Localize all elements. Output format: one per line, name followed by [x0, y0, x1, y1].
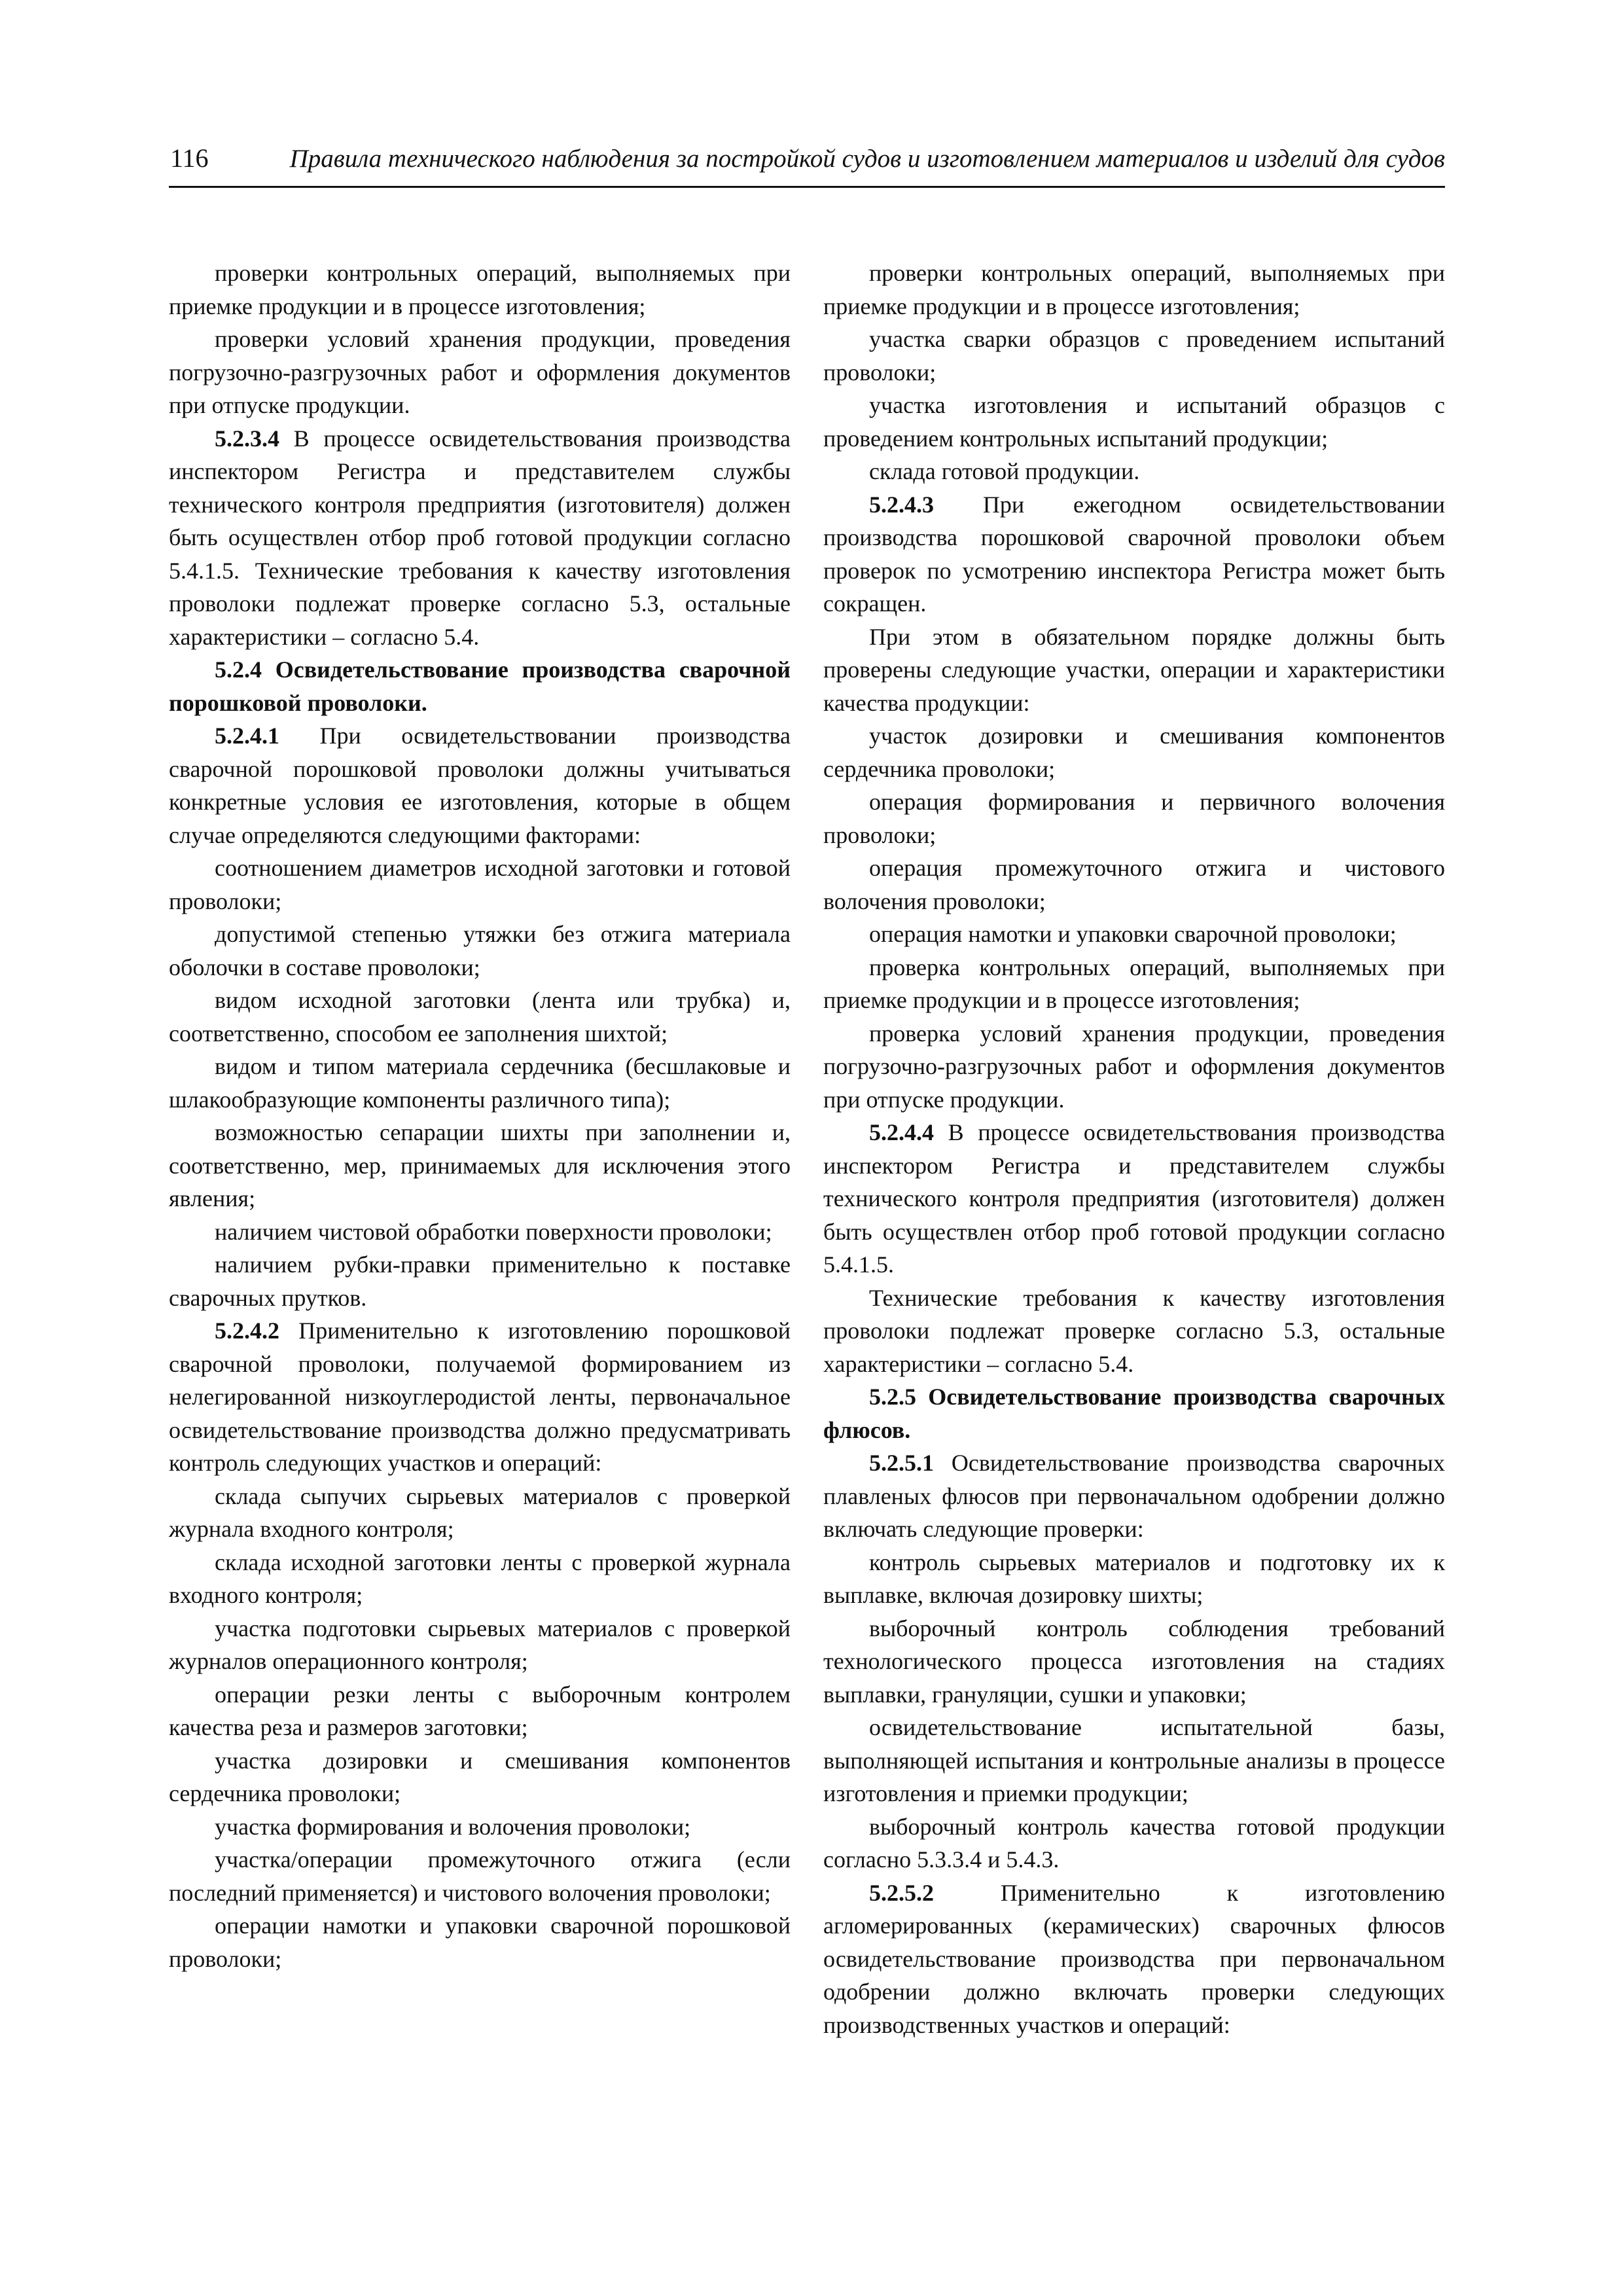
paragraph-text: склада исходной заготовки ленты с проверкой журнала входного контроля; — [169, 1549, 791, 1608]
running-title: Правила технического наблюдения за постройкой судов и изготовлением материалов и изделий для судов — [289, 145, 1445, 173]
paragraph — [823, 1282, 1445, 1381]
paragraph — [169, 1050, 791, 1116]
section-heading — [169, 653, 791, 719]
paragraph-text: проверки контрольных операций, выполняемых при приемке продукции и в процессе изготовления; — [169, 260, 791, 319]
paragraph-text: видом и типом материала сердечника (бесшлаковые и шлакообразующие компоненты различного типа); — [169, 1053, 791, 1113]
paragraph-text: участка/операции промежуточного отжига (если последний применяется) и чистового волочения проволоки; — [169, 1846, 791, 1906]
clause-number: 5.2.3.4 — [215, 425, 279, 452]
paragraph-text: Применительно к изготовлению порошковой сварочной проволоки, получаемой формированием из нелегированной низкоуглеродистой ленты, первоначальное освидетельствование производства должно предусматривать контроль следующих участков и операций: — [169, 1318, 791, 1476]
paragraph — [169, 1215, 791, 1249]
paragraph — [823, 719, 1445, 785]
paragraph — [169, 1612, 791, 1678]
paragraph — [823, 951, 1445, 1017]
paragraph-text: участка подготовки сырьевых материалов с проверкой журналов операционного контроля; — [169, 1615, 791, 1674]
paragraph — [169, 1744, 791, 1810]
paragraph-text: операции намотки и упаковки сварочной порошковой проволоки; — [169, 1912, 791, 1972]
paragraph — [169, 1314, 791, 1480]
page-header — [169, 139, 1445, 188]
paragraph-text: проверка контрольных операций, выполняемых при приемке продукции и в процессе изготовления; — [823, 954, 1445, 1013]
paragraph — [823, 620, 1445, 720]
paragraph — [169, 984, 791, 1050]
paragraph — [823, 1612, 1445, 1712]
paragraph — [823, 389, 1445, 455]
paragraph — [823, 1116, 1445, 1282]
paragraph — [169, 323, 791, 422]
paragraph — [823, 455, 1445, 488]
page-number: 116 — [170, 143, 209, 173]
section-heading — [823, 1380, 1445, 1446]
paragraph-text: операции резки ленты с выборочным контролем качества реза и размеров заготовки; — [169, 1681, 791, 1740]
section-heading-text: 5.2.5 Освидетельствование производства сварочных флюсов. — [823, 1384, 1445, 1443]
paragraph — [169, 1480, 791, 1546]
paragraph-text: возможностью сепарации шихты при заполнении и, соответственно, мер, принимаемых для исключения этого явления; — [169, 1119, 791, 1211]
right-text-column — [823, 257, 1445, 2041]
paragraph-text: участка дозировки и смешивания компонентов сердечника проволоки; — [169, 1747, 791, 1806]
paragraph — [823, 1711, 1445, 1810]
paragraph — [169, 422, 791, 654]
paragraph — [169, 852, 791, 918]
paragraph-text: выборочный контроль соблюдения требований технологического процесса изготовления на стадиях выплавки, грануляции, сушки и упаковки; — [823, 1615, 1445, 1708]
paragraph — [823, 785, 1445, 852]
left-text-column — [169, 257, 791, 1975]
paragraph — [823, 1446, 1445, 1546]
paragraph-text: В процессе освидетельствования производства инспектором Регистра и представителем службы технического контроля предприятия (изготовителя) должен быть осуществлен отбор проб готовой продукции согласно 5.4.1.5. Технические требования к качеству изготовления проволоки подлежат проверке согласно 5.3, остальные характеристики – согласно 5.4. — [169, 425, 791, 650]
paragraph-text: Технические требования к качеству изготовления проволоки подлежат проверке согласно 5.3, остальные характеристики – согласно 5.4. — [823, 1284, 1445, 1377]
paragraph-text: проверки контрольных операций, выполняемых при приемке продукции и в процессе изготовления; — [823, 260, 1445, 319]
paragraph-text: контроль сырьевых материалов и подготовку их к выплавке, включая дозировку шихты; — [823, 1549, 1445, 1608]
paragraph — [823, 1810, 1445, 1876]
paragraph-text: освидетельствование испытательной базы, выполняющей испытания и контрольные анализы в процессе изготовления и приемки продукции; — [823, 1714, 1445, 1806]
paragraph — [169, 1843, 791, 1909]
paragraph — [169, 1678, 791, 1744]
paragraph — [823, 488, 1445, 620]
paragraph-text: В процессе освидетельствования производства инспектором Регистра и представителем службы технического контроля предприятия (изготовителя) должен быть осуществлен отбор проб готовой продукции согласно 5.4.1.5. — [823, 1119, 1445, 1278]
paragraph-text: видом исходной заготовки (лента или трубка) и, соответственно, способом ее заполнения шихтой; — [169, 987, 791, 1047]
paragraph-text: При этом в обязательном порядке должны быть проверены следующие участки, операции и характеристики качества продукции: — [823, 623, 1445, 716]
paragraph-text: склада готовой продукции. — [869, 458, 1140, 484]
paragraph-text: При освидетельствовании производства сварочной порошковой проволоки должны учитываться конкретные условия ее изготовления, которые в общем случае определяются следующими факторами: — [169, 723, 791, 848]
clause-number: 5.2.4.2 — [215, 1318, 279, 1344]
paragraph — [823, 852, 1445, 918]
paragraph-text: участок дозировки и смешивания компонентов сердечника проволоки; — [823, 723, 1445, 782]
paragraph-text: наличием чистовой обработки поверхности проволоки; — [215, 1218, 772, 1245]
paragraph — [823, 1876, 1445, 2042]
paragraph — [169, 1116, 791, 1215]
paragraph-text: операция формирования и первичного волочения проволоки; — [823, 789, 1445, 848]
clause-number: 5.2.5.1 — [869, 1450, 934, 1476]
paragraph-text: проверки условий хранения продукции, проведения погрузочно-разгрузочных работ и оформления документов при отпуске продукции. — [169, 326, 791, 418]
paragraph-text: участка изготовления и испытаний образцов с проведением контрольных испытаний продукции; — [823, 392, 1445, 452]
paragraph — [823, 1546, 1445, 1612]
paragraph-text: наличием рубки-правки применительно к поставке сварочных прутков. — [169, 1251, 791, 1311]
paragraph — [169, 719, 791, 852]
paragraph — [169, 918, 791, 984]
paragraph — [823, 257, 1445, 323]
paragraph-text: выборочный контроль качества готовой продукции согласно 5.3.3.4 и 5.4.3. — [823, 1813, 1445, 1873]
paragraph-text: операция промежуточного отжига и чистового волочения проволоки; — [823, 855, 1445, 914]
clause-number: 5.2.4.4 — [869, 1119, 934, 1145]
paragraph-text: соотношением диаметров исходной заготовки и готовой проволоки; — [169, 855, 791, 914]
paragraph-text: Применительно к изготовлению агломерированных (керамических) сварочных флюсов освидетельствование производства при первоначальном одобрении должно включать проверки следующих производственных участков и операций: — [823, 1879, 1445, 2038]
paragraph — [169, 1909, 791, 1975]
paragraph — [169, 1546, 791, 1612]
section-heading-text: 5.2.4 Освидетельствование производства сварочной порошковой проволоки. — [169, 656, 791, 716]
paragraph-text: Освидетельствование производства сварочных плавленых флюсов при первоначальном одобрении должно включать следующие проверки: — [823, 1450, 1445, 1542]
paragraph-text: участка сварки образцов с проведением испытаний проволоки; — [823, 326, 1445, 386]
paragraph-text: склада сыпучих сырьевых материалов с проверкой журнала входного контроля; — [169, 1482, 791, 1542]
paragraph — [823, 323, 1445, 389]
clause-number: 5.2.5.2 — [869, 1879, 934, 1906]
paragraph-text: операция намотки и упаковки сварочной проволоки; — [869, 921, 1397, 947]
clause-number: 5.2.4.3 — [869, 491, 934, 518]
paragraph — [823, 1017, 1445, 1117]
paragraph-text: допустимой степенью утяжки без отжига материала оболочки в составе проволоки; — [169, 921, 791, 980]
paragraph — [169, 1810, 791, 1844]
paragraph — [169, 257, 791, 323]
paragraph-text: При ежегодном освидетельствовании производства порошковой сварочной проволоки объем проверок по усмотрению инспектора Регистра может быть сокращен. — [823, 491, 1445, 617]
paragraph — [823, 918, 1445, 951]
paragraph — [169, 1248, 791, 1314]
clause-number: 5.2.4.1 — [215, 723, 279, 749]
paragraph-text: проверка условий хранения продукции, проведения погрузочно-разгрузочных работ и оформления документов при отпуске продукции. — [823, 1020, 1445, 1113]
paragraph-text: участка формирования и волочения проволоки; — [215, 1813, 691, 1840]
